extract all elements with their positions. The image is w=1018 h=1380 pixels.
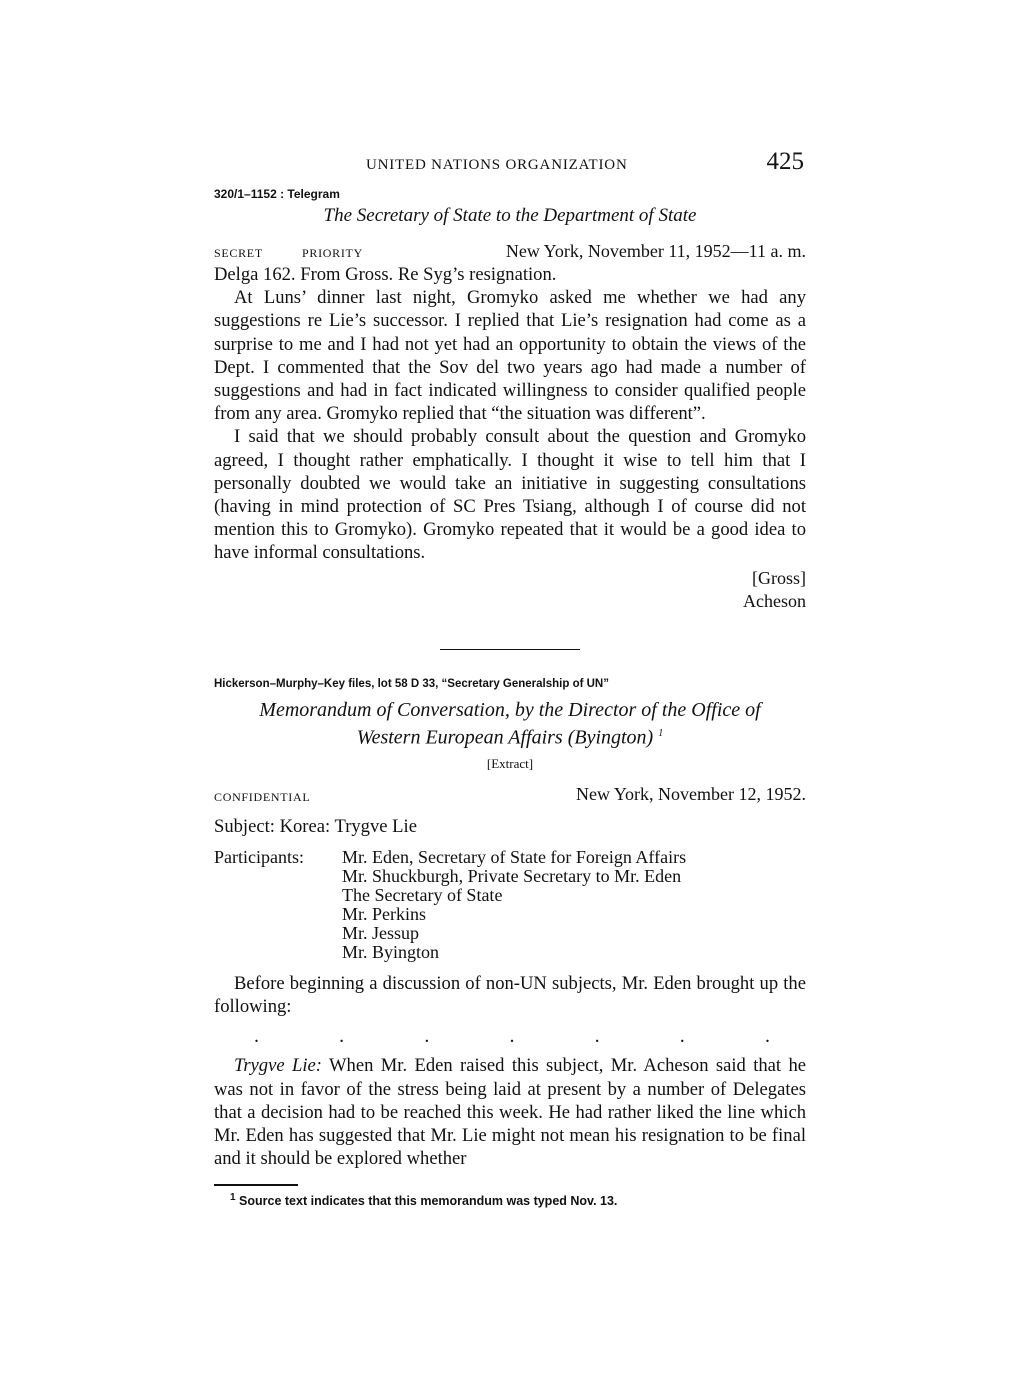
paragraph: Delga 162. From Gross. Re Syg’s resignation.: [214, 264, 557, 285]
signature-block: [214, 567, 806, 613]
footnote-text: Source text indicates that this memorandum was typed Nov. 13.: [239, 1193, 618, 1208]
memo-heading-line: Memorandum of Conversation, by the Director of the Office of: [259, 699, 761, 722]
participant: Mr. Jessup: [342, 922, 420, 943]
memo-heading-text: Western European Affairs (Byington): [356, 726, 654, 749]
paragraph-lead: Trygve Lie:: [234, 1055, 322, 1077]
participant: The Secretary of State: [342, 884, 503, 905]
running-head-title: UNITED NATIONS ORGANIZATION: [366, 157, 628, 173]
classification-label: SECRET: [214, 246, 263, 260]
participant: Mr. Shuckburgh, Private Secretary to Mr. Eden: [342, 865, 682, 886]
footnote-marker: 1: [230, 1191, 236, 1203]
dot: .: [424, 1025, 430, 1048]
dot: .: [509, 1025, 515, 1048]
signature-gross: [Gross]: [752, 567, 806, 588]
paragraph: I said that we should probably consult about the question and Gromyko agreed, I thought rather emphatically. I thought it wise to tell him that I personally doubted we would take an initiative in suggesting consultations (having in mind protection of SC Pres Tsiang, although I of course did not mention this to Gromyko). Gromyko repeated that it would be a good idea to have informal consultations.: [214, 426, 806, 564]
memo-heading-line: [214, 722, 806, 750]
participant: Mr. Byington: [342, 941, 440, 962]
dot: .: [679, 1025, 685, 1048]
footnote: [214, 1192, 806, 1208]
telegram-meta: [214, 241, 806, 263]
memo-body: [214, 972, 806, 1018]
footnote-divider: [214, 1184, 298, 1185]
participants-label: Participants:: [214, 846, 304, 867]
footnote-ref[interactable]: 1: [658, 728, 664, 740]
extract-label: [Extract]: [486, 755, 534, 771]
participants-list: [342, 848, 686, 962]
memo-body-continued: [214, 1054, 806, 1170]
participants: [214, 848, 806, 962]
paragraph: At Luns’ dinner last night, Gromyko asked me whether we had any suggestions re Lie’s successor. I replied that Lie’s resignation had come as a surprise to me and I had not yet had an opportunity to obtain the views of the Dept. I commented that the Sov del two years ago had made a number of suggestions and had in fact indicated willingness to consider qualified people from any area. Gromyko replied that “the situation was different”.: [214, 287, 806, 425]
participant: Mr. Perkins: [342, 903, 427, 924]
document-id: 320/1–1152 : Telegram: [214, 187, 340, 201]
section-divider: [440, 649, 580, 651]
paragraph: [214, 1054, 806, 1170]
place-date: New York, November 12, 1952.: [576, 783, 806, 804]
participant: Mr. Eden, Secretary of State for Foreign Affairs: [342, 846, 687, 867]
dot: .: [594, 1025, 600, 1048]
source-citation: Hickerson–Murphy–Key files, lot 58 D 33, “Secretary Generalship of UN”: [214, 678, 609, 691]
priority-label: PRIORITY: [302, 246, 363, 260]
omission-dots: [214, 1026, 806, 1046]
dot: .: [339, 1025, 345, 1048]
page-number: 425: [766, 148, 804, 175]
dot: .: [764, 1025, 770, 1048]
document-page: [214, 148, 806, 1208]
paragraph: Before beginning a discussion of non-UN subjects, Mr. Eden brought up the following:: [214, 972, 806, 1018]
signature-acheson: Acheson: [743, 590, 806, 611]
classification-label: CONFIDENTIAL: [214, 789, 311, 804]
memo-subject: Subject: Korea: Trygve Lie: [214, 815, 417, 837]
paragraph-text: When Mr. Eden raised this subject, Mr. Acheson said that he was not in favor of the stress being laid at present by a number of Delegates that a decision had to be reached this week. He had rather liked the line which Mr. Eden has suggested that Mr. Lie might not mean his resignation to be final and it should be explored whether: [214, 1055, 806, 1170]
running-head: [214, 148, 806, 182]
dot: .: [254, 1025, 259, 1048]
memo-meta: [214, 784, 806, 808]
telegram-body: [214, 263, 806, 565]
place-date: New York, November 11, 1952—11 a. m.: [505, 241, 806, 261]
document-heading: The Secretary of State to the Department of State: [323, 205, 697, 226]
memo-heading: [214, 698, 806, 750]
